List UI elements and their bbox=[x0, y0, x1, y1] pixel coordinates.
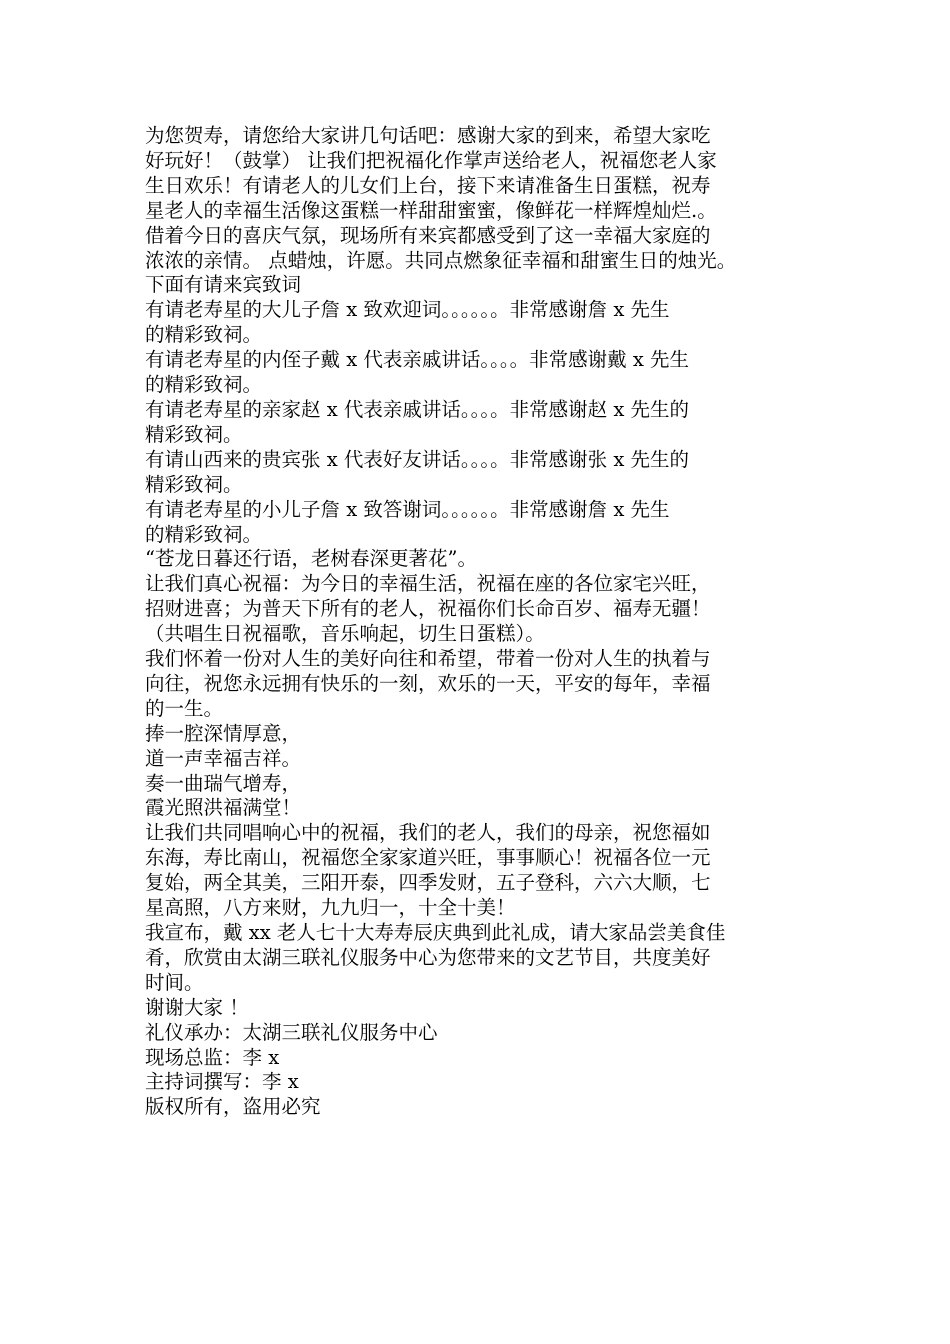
paragraph-final-blessing: 让我们共同唱响心中的祝福，我们的老人，我们的母亲，祝您福如 东海，寿比南山，祝福您全家家道兴旺，事事顺心！祝福各位一元 复始，两全其美，三阳开泰，四季发财，五子登科，六六大顺，七 星高照，八方来财，九九归一，十全十美！ bbox=[145, 821, 711, 920]
paragraph-verse-line-4: 霞光照洪福满堂！ bbox=[145, 796, 302, 820]
paragraph-opening: 为您贺寿，请您给大家讲几句话吧：感谢大家的到来，希望大家吃 好玩好！（鼓掌） 让我们把祝福化作掌声送给老人，祝福您老人家 生日欢乐！有请老人的儿女们上台，接下来请准备生日蛋糕，祝寿 星老人的幸福生活像这蛋糕一样甜甜蜜蜜，像鲜花一样辉煌灿烂.。 借着今日的喜庆气氛，现场所有来宾都感受到了这一幸福大家庭的 浓浓的亲情。 点蜡烛，许愿。共同点燃象征幸福和甜蜜生日的烛光。 bbox=[145, 124, 737, 272]
paragraph-verse-line-2: 道一声幸福吉祥。 bbox=[145, 746, 302, 770]
copyright-notice: 版权所有，盗用必究 bbox=[145, 1095, 321, 1119]
paragraph-speech-in-law: 有请老寿星的亲家赵 x 代表亲戚讲话。。。。非常感谢赵 x 先生的 精彩致祠。 bbox=[145, 397, 690, 446]
paragraph-poem-quote: “苍龙日暮还行语，老树春深更著花”。 bbox=[145, 547, 477, 571]
document-body bbox=[145, 124, 835, 1120]
credit-organizer: 礼仪承办：太湖三联礼仪服务中心 bbox=[145, 1020, 438, 1044]
paragraph-verse-line-1: 捧一腔深情厚意， bbox=[145, 721, 302, 745]
credit-director: 现场总监：李 x bbox=[145, 1045, 280, 1069]
paragraph-speech-nephew: 有请老寿星的内侄子戴 x 代表亲戚讲话。。。。非常感谢戴 x 先生 的精彩致祠。 bbox=[145, 348, 690, 397]
paragraph-blessing: 让我们真心祝福：为今日的幸福生活，祝福在座的各位家宅兴旺， 招财进喜；为普天下所有的老人，祝福你们长命百岁、福寿无疆！ （共唱生日祝福歌，音乐响起，切生日蛋糕）。 bbox=[145, 572, 711, 646]
paragraph-speech-eldest-son: 有请老寿星的大儿子詹 x 致欢迎词。。。。。。非常感谢詹 x 先生 的精彩致祠。 bbox=[145, 298, 670, 347]
paragraph-verse-line-3: 奏一曲瑞气增寿， bbox=[145, 771, 302, 795]
paragraph-speech-guest: 有请山西来的贵宾张 x 代表好友讲话。。。。非常感谢张 x 先生的 精彩致祠。 bbox=[145, 447, 690, 496]
paragraph-guest-speech-intro: 下面有请来宾致词 bbox=[145, 273, 302, 297]
paragraph-speech-youngest-son: 有请老寿星的小儿子詹 x 致答谢词。。。。。。非常感谢詹 x 先生 的精彩致祠。 bbox=[145, 497, 670, 546]
credit-script-writer: 主持词撰写：李 x bbox=[145, 1070, 299, 1094]
paragraph-closing-announcement: 我宣布，戴 xx 老人七十大寿寿辰庆典到此礼成，请大家品尝美食佳 肴，欣赏由太湖三联礼仪服务中心为您带来的文艺节目，共度美好 时间。 bbox=[145, 921, 726, 994]
paragraph-thanks: 谢谢大家 ！ bbox=[145, 995, 249, 1019]
paragraph-wishes: 我们怀着一份对人生的美好向往和希望，带着一份对人生的执着与 向往，祝您永远拥有快乐的一刻，欢乐的一天，平安的每年，幸福 的一生。 bbox=[145, 647, 711, 720]
